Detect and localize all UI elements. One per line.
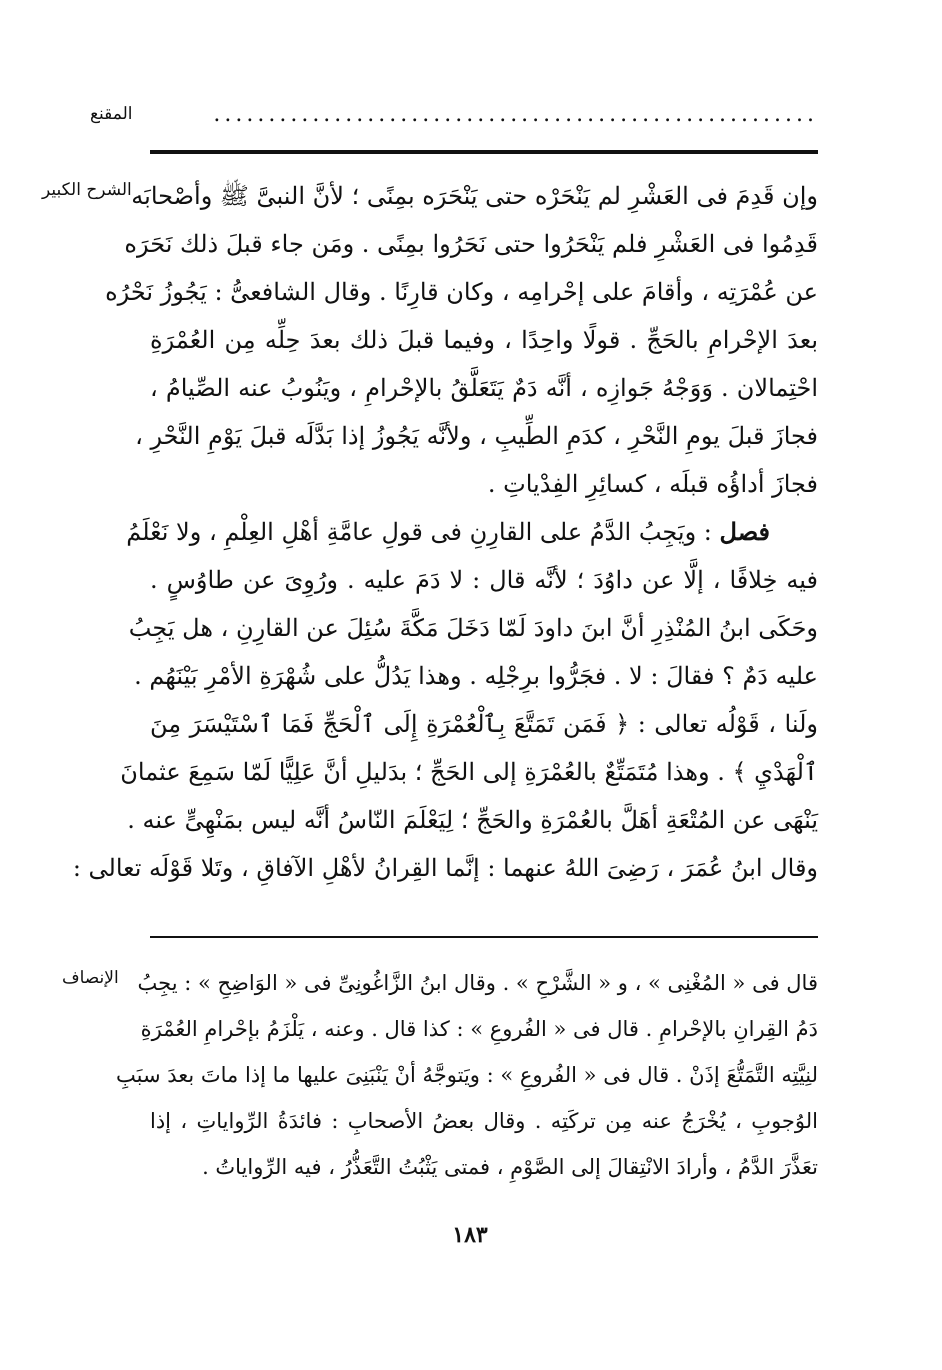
header-rule <box>150 150 818 154</box>
insaf-line: لنِيَّتِه التَّمَتُّعَ إذَنْ . قال فى « الفُروعِ » : ويَتوجَّهُ أنْ يَنْبَنِىَ عليها ما إذا ماتَ بعدَ سبَبِ <box>115 1063 818 1087</box>
insaf-line: تعَذَّرَ الدَّمُ ، وأرادَ الانْتِقالَ إلى الصَّوْمِ ، فمتى يَثْبُتُ التَّعَذُّرُ ، فيه الرِّواياتُ . <box>202 1155 818 1179</box>
text-line: فجازَ أداؤُه قبلَه ، كسائِرِ الفِدْياتِ . <box>487 470 818 498</box>
page-number: ١٨٣ <box>452 1222 488 1248</box>
fasl-heading-line <box>126 508 818 556</box>
text-line: احْتِمالان . وَوَجْهُ جَوازِه ، أنَّه دَمٌ يَتَعَلَّقُ بالإحْرامِ ، ويَنُوبُ عنه الصِّيامُ ، <box>150 374 818 402</box>
text-line: فجازَ قبلَ يومِ النَّحْرِ ، كدَمِ الطِّيبِ ، ولأنَّه يَجُوزُ إذا بَدَّلَه قبلَ يَوْمِ النَّحْرِ ، <box>135 422 818 450</box>
text-line: فيه خِلافًا ، إلَّا عن داوُدَ ؛ لأنَّه قال : لا دَمَ عليه . ورُوِىَ عن طاوُسٍ . <box>150 566 818 594</box>
insaf-text <box>115 960 818 1190</box>
footnote-rule <box>150 936 818 938</box>
sharh-label: الشرح الكبير <box>42 180 132 200</box>
book-title-label: المقنع <box>90 104 133 124</box>
text-line: وحَكَى ابنُ المُنْذِرِ أنَّ ابنَ داودَ لَمّا دَخَلَ مَكَّةَ سُئِلَ عن القارِنِ ، هل يَجِبُ <box>128 614 818 642</box>
text-line: وإن قَدِمَ فى العَشْرِ لم يَنْحَرْه حتى يَنْحَرَه بمِنًى ؛ لأنَّ النبىَّ ﷺ وأصْحابَه <box>131 182 818 210</box>
text-line: عن عُمْرَتِه ، وأقامَ على إحْرامِه ، وكان قارِنًا . وقال الشافعىُّ : يَجُوزُ نَحْرُه <box>105 278 818 306</box>
text-line: ولَنا ، قَوْلُه تعالى : ﴿ فَمَن تَمَتَّعَ بِٱلْعُمْرَةِ إِلَى ٱلْحَجِّ فَمَا ٱسْتَيْسَرَ مِنَ <box>150 710 818 738</box>
text-line: قَدِمُوا فى العَشْرِ فلم يَنْحَرُوا حتى نَحَرُوا بمِنًى . ومَن جاء قبلَ ذلك نَحَرَه <box>124 230 818 258</box>
text-line: يَنْهَى عن المُتْعَةِ أهَلَّ بالعُمْرَةِ والحَجِّ ؛ لِيَعْلَمَ النّاسُ أنَّه ليس بمَنْهِىٍّ عنه . <box>127 806 818 834</box>
insaf-line: الوُجوبِ ، يُخْرَجُ عنه مِن تركَتِه . وقال بعضُ الأصحابِ : فائدَةُ الرِّواياتِ ، إذا <box>150 1109 818 1133</box>
fasl-first-text: : ويَجِبُ الدَّمُ على القارِنِ فى قولِ عامَّةِ أهْلِ العِلْمِ ، ولا نَعْلَمُ <box>126 518 712 546</box>
insaf-line: قال فى « المُغْنِى » ، و « الشَّرْحِ » . وقال ابنُ الزَّاغُونِىِّ فى « الوَاضِحِ » : يجِبُ <box>137 971 818 995</box>
text-line: بعدَ الإحْرامِ بالحَجِّ . قولًا واحِدًا ، وفيما قبلَ ذلك بعدَ حِلِّه مِن العُمْرَةِ <box>150 326 818 354</box>
text-line: ٱلْهَدْيِ ﴾ . وهذا مُتَمَتِّعٌ بالعُمْرَةِ إلى الحَجِّ ؛ بدَليلِ أنَّ عَلِيًّا لَمّا سَمِعَ عثمانَ <box>120 758 818 786</box>
fasl-label: فصل <box>719 517 770 546</box>
insaf-label: الإنصاف <box>62 968 119 988</box>
insaf-line: دَمُ القِرانِ بالإحْرامِ . قال فى « الفُروعِ » : كذا قال . وعنه ، يَلْزَمُ بإحْرامِ العُمْرَةِ <box>140 1017 818 1041</box>
header-dot-leader: ....................................................... <box>213 102 818 127</box>
text-line: عليه دَمٌ ؟ فقالَ : لا . فجَرُّوا برِجْلِه . وهذا يَدُلُّ على شُهْرَةِ الأمْرِ بَيْنَهُم . <box>134 662 818 690</box>
text-line: وقال ابنُ عُمَرَ ، رَضِىَ اللهُ عنهما : إنَّما القِرانُ لأهْلِ الآفاقِ ، وتَلا قَوْلَه تعالى : <box>72 854 818 882</box>
